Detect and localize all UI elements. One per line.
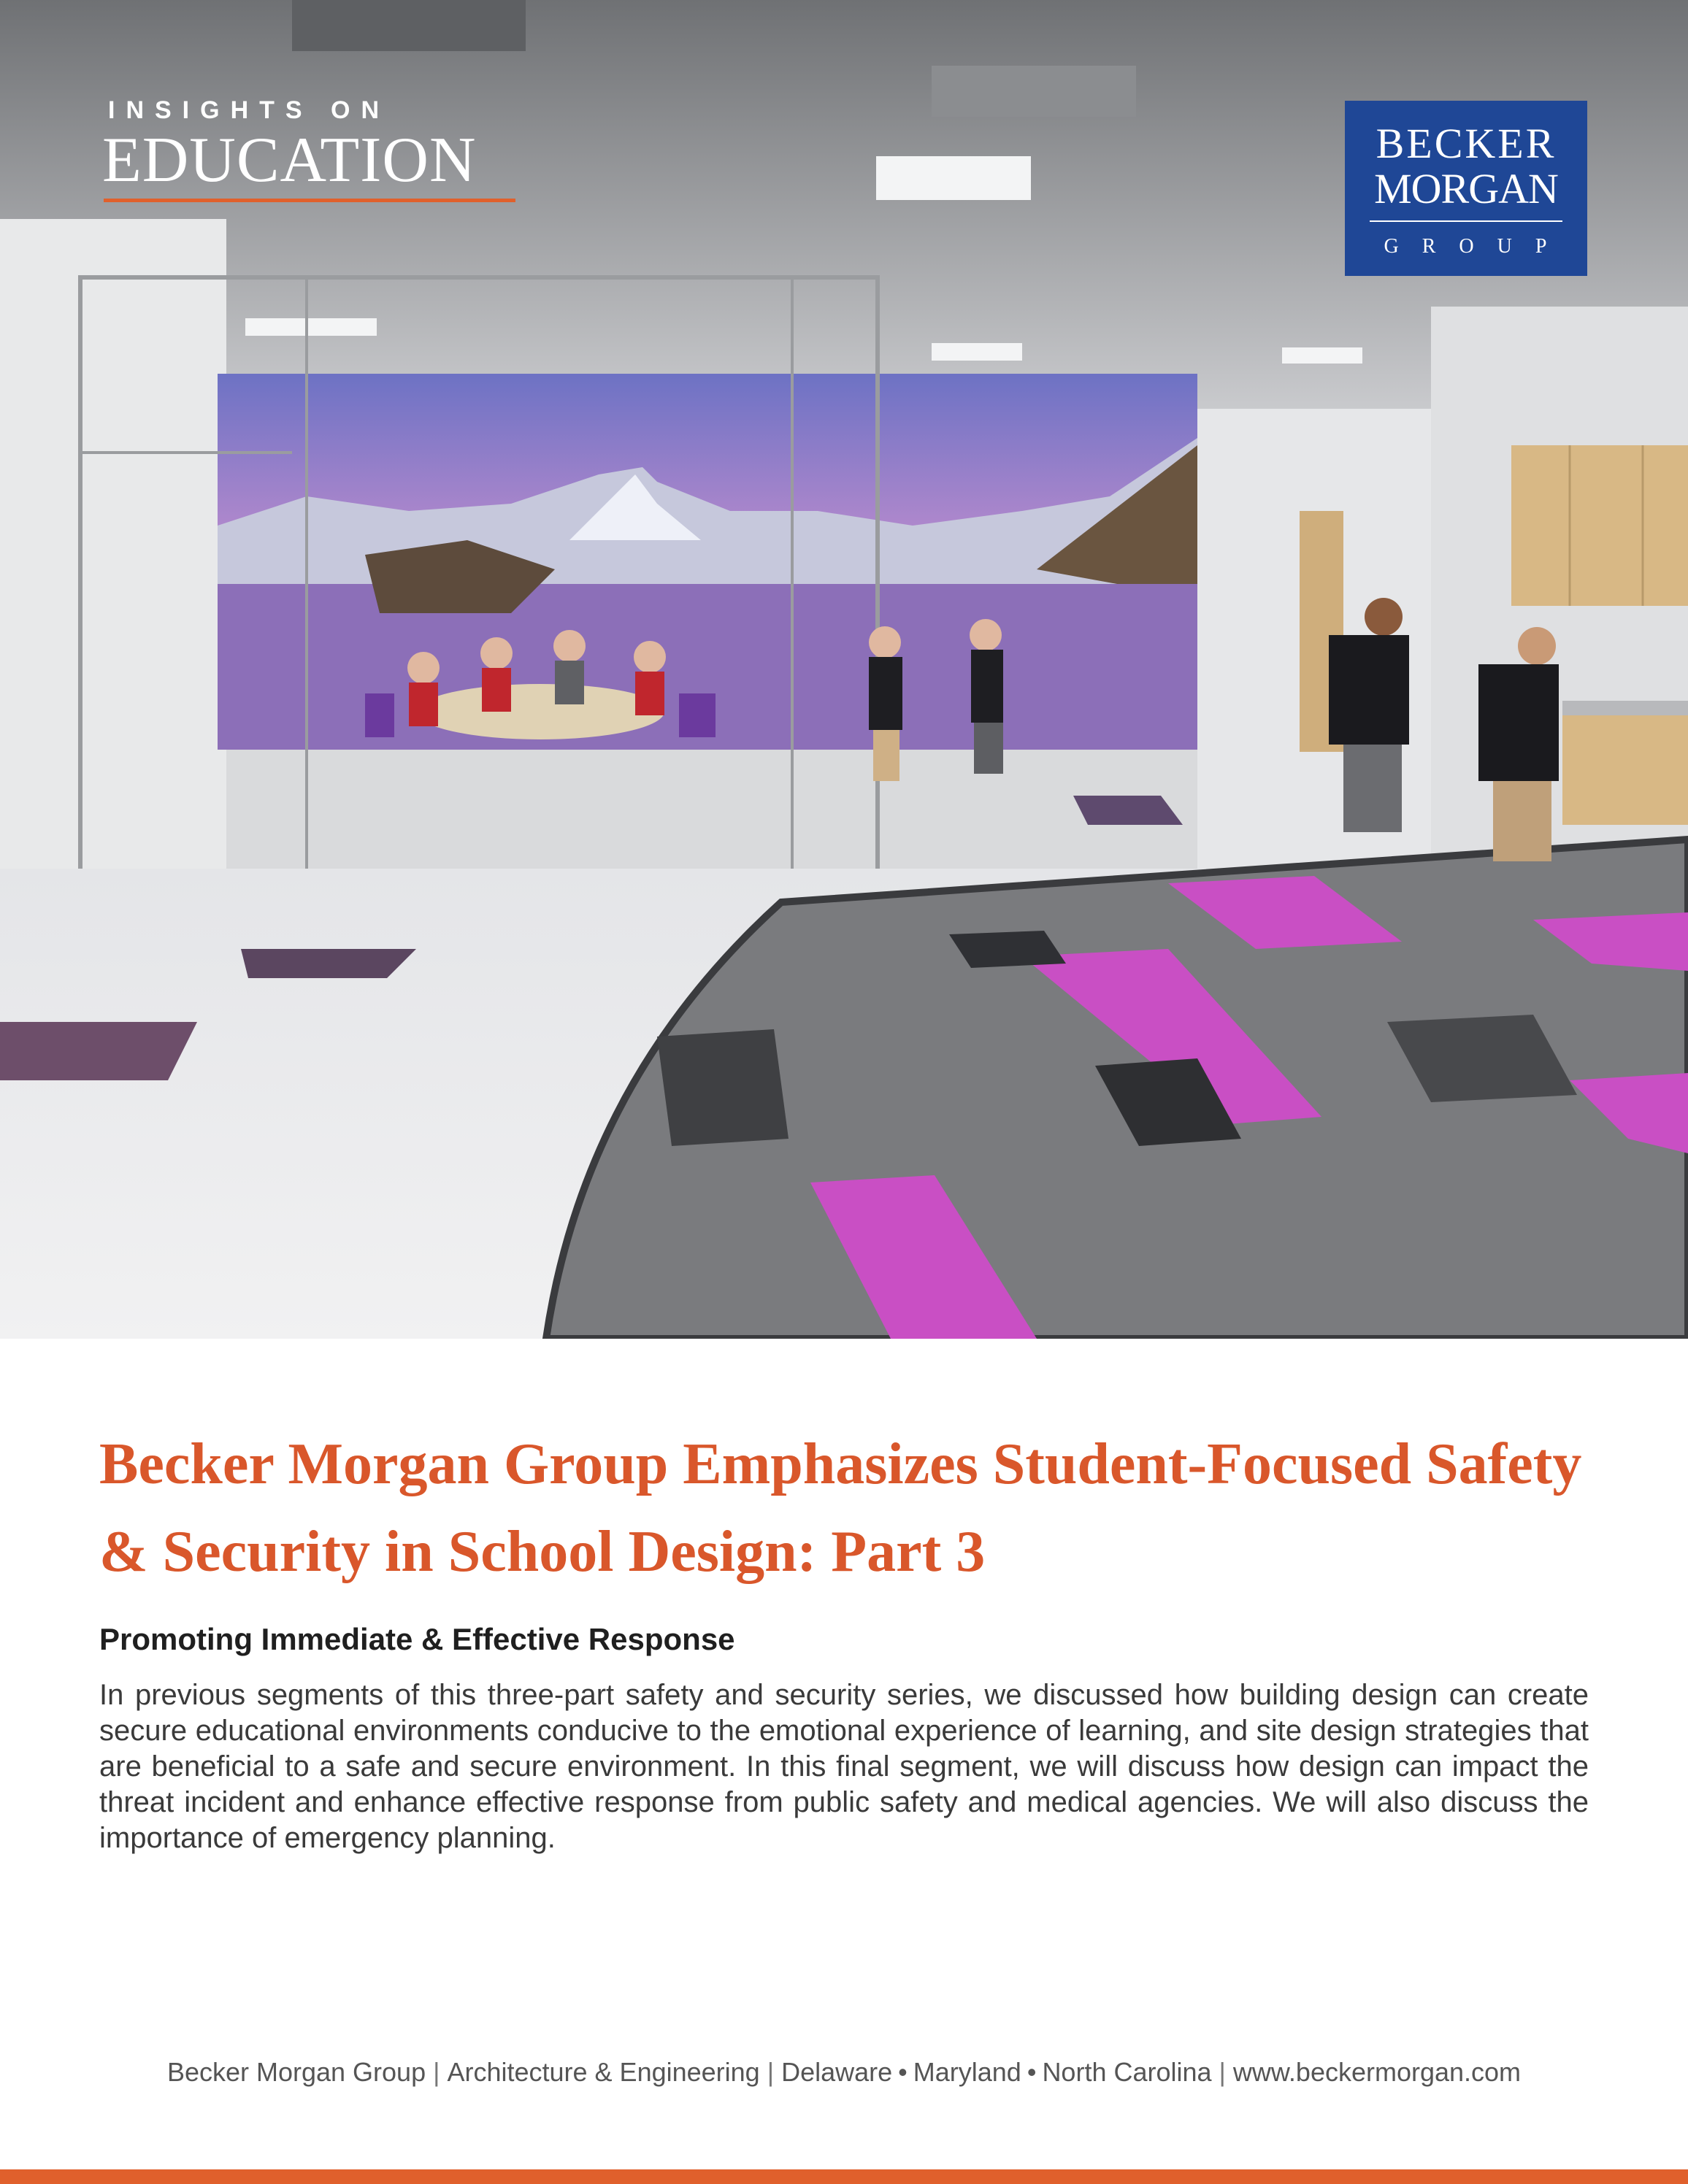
footer-bullet: • (1027, 2057, 1037, 2087)
footer-services: Architecture & Engineering (447, 2057, 760, 2087)
brand-underline (104, 199, 515, 202)
footer (0, 2057, 1688, 2088)
logo-line-group: GROUP (1384, 235, 1570, 258)
article-body: In previous segments of this three-part safety and security series, we discussed how building design can create secure educational environments conducive to the emotional experience of learning, and site design strategies that are beneficial to a safe and secure environment. In this final segment, we will discuss how design can impact the threat incident and enhance effective response from public safety and medical agencies. We will also discuss the importance of emergency planning. (99, 1679, 1589, 1854)
article-title: Becker Morgan Group Emphasizes Student-Focused Safety & Security in School Design: Part 3 (99, 1432, 1582, 1584)
footer-bullet: • (898, 2057, 908, 2087)
footer-state: Delaware (781, 2057, 893, 2087)
brand-kicker: INSIGHTS ON (108, 96, 391, 124)
footer-separator: | (767, 2057, 775, 2087)
article-subheading: Promoting Immediate & Effective Response (99, 1622, 735, 1656)
footer-company: Becker Morgan Group (166, 2057, 426, 2087)
footer-state: North Carolina (1042, 2057, 1212, 2087)
logo-divider (1370, 220, 1562, 222)
brand-title: EDUCATION (102, 125, 477, 196)
logo-line-morgan: MORGAN (1374, 165, 1558, 212)
logo-line-becker: BECKER (1376, 120, 1557, 167)
footer-website-link[interactable]: www.beckermorgan.com (1232, 2057, 1522, 2087)
footer-separator: | (1219, 2057, 1226, 2087)
footer-state: Maryland (913, 2057, 1021, 2087)
company-logo (1345, 101, 1587, 276)
bottom-accent-bar (0, 2169, 1688, 2184)
footer-separator: | (433, 2057, 440, 2087)
